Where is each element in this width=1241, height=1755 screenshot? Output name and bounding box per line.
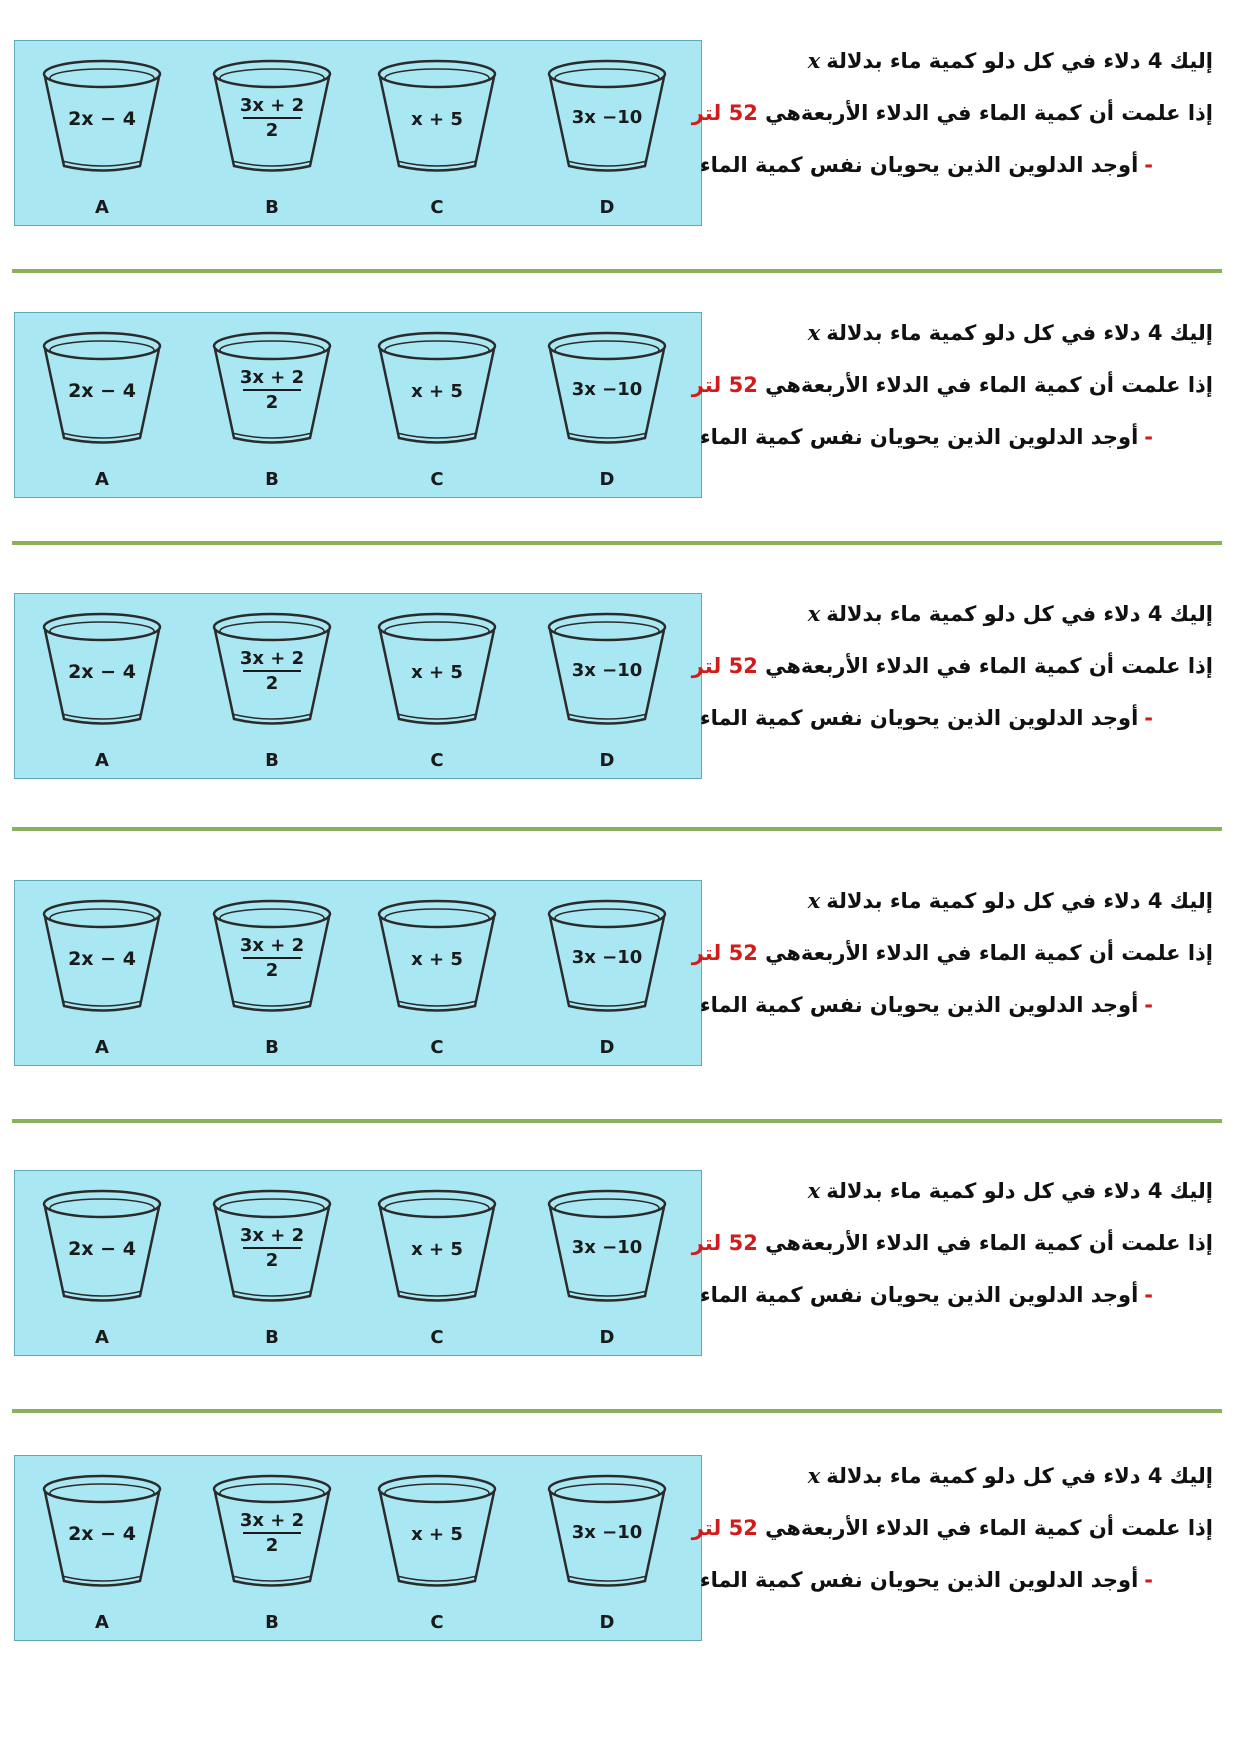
- bucket-b-denominator: 2: [265, 1535, 279, 1556]
- question-line-3: [693, 992, 1213, 1018]
- buckets-illustration: [15, 594, 703, 780]
- bucket-a: [44, 1476, 160, 1633]
- bucket-d-label: D: [599, 1327, 615, 1348]
- condition-text: إذا علمت أن كمية الماء في الدلاء الأربعةهي: [765, 1231, 1213, 1255]
- total-value: 52: [728, 1516, 758, 1540]
- bucket-d: [549, 333, 665, 490]
- bucket-c-label: C: [430, 750, 444, 771]
- question-line-1: [693, 601, 1213, 627]
- bullet-dash: -: [1144, 425, 1153, 449]
- question-line-1: [693, 48, 1213, 74]
- condition-text: إذا علمت أن كمية الماء في الدلاء الأربعةهي: [765, 1516, 1213, 1540]
- bucket-d: [549, 614, 665, 771]
- intro-text: إليك 4 دلاء في كل دلو كمية ماء بدلالة: [826, 49, 1213, 73]
- bucket-b: [214, 61, 330, 218]
- exercise-card: [0, 593, 1241, 793]
- question-text: [693, 888, 1213, 1044]
- question-text: [693, 601, 1213, 757]
- section-divider: [12, 269, 1222, 273]
- question-line-3: [693, 152, 1213, 178]
- total-unit: لتر: [691, 654, 722, 678]
- bucket-d: [549, 1191, 665, 1348]
- bucket-b-denominator: 2: [265, 960, 279, 981]
- question-text: [693, 48, 1213, 204]
- bucket-b-numerator: 3x + 2: [239, 648, 305, 669]
- bucket-d: [549, 61, 665, 218]
- bucket-b-numerator: 3x + 2: [239, 367, 305, 388]
- buckets-panel: [14, 593, 702, 779]
- bucket-c-expr: x + 5: [411, 109, 463, 130]
- section-divider: [12, 1409, 1222, 1413]
- bucket-b-label: B: [265, 469, 279, 490]
- total-unit: لتر: [691, 101, 722, 125]
- condition-text: إذا علمت أن كمية الماء في الدلاء الأربعةهي: [765, 101, 1213, 125]
- question-line-3: [693, 1567, 1213, 1593]
- bucket-c: [379, 61, 495, 218]
- bucket-c-expr: x + 5: [411, 381, 463, 402]
- bucket-d-label: D: [599, 469, 615, 490]
- bullet-dash: -: [1144, 993, 1153, 1017]
- bucket-d-expr: 3x −10: [571, 1522, 643, 1543]
- variable-x: x: [807, 1463, 821, 1488]
- task-text: أوجد الدلوين الذين يحويان نفس كمية الماء: [699, 153, 1139, 177]
- bucket-a-label: A: [95, 1612, 109, 1633]
- intro-text: إليك 4 دلاء في كل دلو كمية ماء بدلالة: [826, 1179, 1213, 1203]
- buckets-illustration: [15, 1171, 703, 1357]
- condition-text: إذا علمت أن كمية الماء في الدلاء الأربعةهي: [765, 941, 1213, 965]
- section-divider: [12, 1119, 1222, 1123]
- bucket-a: [44, 614, 160, 771]
- bucket-b: [214, 1191, 330, 1348]
- bucket-b-numerator: 3x + 2: [239, 1225, 305, 1246]
- bucket-b-numerator: 3x + 2: [239, 1510, 305, 1531]
- intro-text: إليك 4 دلاء في كل دلو كمية ماء بدلالة: [826, 889, 1213, 913]
- bucket-c-expr: x + 5: [411, 662, 463, 683]
- question-line-3: [693, 424, 1213, 450]
- total-value: 52: [728, 1231, 758, 1255]
- bucket-a-expr: 2x − 4: [68, 108, 136, 130]
- bucket-b: [214, 1476, 330, 1633]
- bucket-a-expr: 2x − 4: [68, 1238, 136, 1260]
- bucket-b: [214, 614, 330, 771]
- question-line-2: [693, 100, 1213, 126]
- bucket-d-label: D: [599, 750, 615, 771]
- buckets-panel: [14, 40, 702, 226]
- bucket-d-expr: 3x −10: [571, 1237, 643, 1258]
- task-text: أوجد الدلوين الذين يحويان نفس كمية الماء: [699, 1283, 1139, 1307]
- bucket-a-label: A: [95, 750, 109, 771]
- task-text: أوجد الدلوين الذين يحويان نفس كمية الماء: [699, 1568, 1139, 1592]
- intro-text: إليك 4 دلاء في كل دلو كمية ماء بدلالة: [826, 1464, 1213, 1488]
- bucket-a: [44, 901, 160, 1058]
- buckets-illustration: [15, 1456, 703, 1642]
- bucket-d: [549, 901, 665, 1058]
- bucket-b-denominator: 2: [265, 120, 279, 141]
- total-unit: لتر: [691, 941, 722, 965]
- buckets-panel: [14, 880, 702, 1066]
- total-unit: لتر: [691, 373, 722, 397]
- bucket-a-expr: 2x − 4: [68, 948, 136, 970]
- variable-x: x: [807, 888, 821, 913]
- bucket-a-expr: 2x − 4: [68, 380, 136, 402]
- bucket-a: [44, 1191, 160, 1348]
- question-line-2: [693, 1230, 1213, 1256]
- variable-x: x: [807, 320, 821, 345]
- buckets-panel: [14, 1170, 702, 1356]
- exercise-card: [0, 1170, 1241, 1370]
- bucket-b-label: B: [265, 750, 279, 771]
- task-text: أوجد الدلوين الذين يحويان نفس كمية الماء: [699, 425, 1139, 449]
- variable-x: x: [807, 601, 821, 626]
- bucket-a: [44, 61, 160, 218]
- bucket-a: [44, 333, 160, 490]
- bucket-d-label: D: [599, 1612, 615, 1633]
- question-line-2: [693, 653, 1213, 679]
- bucket-b: [214, 901, 330, 1058]
- question-line-1: [693, 1178, 1213, 1204]
- bucket-d-label: D: [599, 1037, 615, 1058]
- section-divider: [12, 541, 1222, 545]
- bucket-c: [379, 614, 495, 771]
- total-value: 52: [728, 101, 758, 125]
- question-text: [693, 1178, 1213, 1334]
- bucket-d-expr: 3x −10: [571, 379, 643, 400]
- question-line-1: [693, 1463, 1213, 1489]
- total-value: 52: [728, 941, 758, 965]
- bucket-a-expr: 2x − 4: [68, 661, 136, 683]
- bucket-b-label: B: [265, 197, 279, 218]
- bucket-b-label: B: [265, 1037, 279, 1058]
- bucket-b-denominator: 2: [265, 392, 279, 413]
- question-line-1: [693, 888, 1213, 914]
- variable-x: x: [807, 1178, 821, 1203]
- task-text: أوجد الدلوين الذين يحويان نفس كمية الماء: [699, 993, 1139, 1017]
- question-line-1: [693, 320, 1213, 346]
- bucket-d-expr: 3x −10: [571, 107, 643, 128]
- buckets-illustration: [15, 313, 703, 499]
- bucket-c: [379, 1191, 495, 1348]
- total-value: 52: [728, 654, 758, 678]
- question-line-3: [693, 1282, 1213, 1308]
- bucket-a-expr: 2x − 4: [68, 1523, 136, 1545]
- question-line-2: [693, 1515, 1213, 1541]
- task-text: أوجد الدلوين الذين يحويان نفس كمية الماء: [699, 706, 1139, 730]
- variable-x: x: [807, 48, 821, 73]
- bucket-c-label: C: [430, 197, 444, 218]
- bucket-d-label: D: [599, 197, 615, 218]
- question-line-2: [693, 940, 1213, 966]
- buckets-illustration: [15, 881, 703, 1067]
- bucket-c-label: C: [430, 1037, 444, 1058]
- bullet-dash: -: [1144, 1568, 1153, 1592]
- bullet-dash: -: [1144, 1283, 1153, 1307]
- bucket-b-label: B: [265, 1327, 279, 1348]
- bullet-dash: -: [1144, 706, 1153, 730]
- bucket-c: [379, 333, 495, 490]
- exercise-card: [0, 40, 1241, 240]
- question-text: [693, 1463, 1213, 1619]
- bucket-d: [549, 1476, 665, 1633]
- total-unit: لتر: [691, 1231, 722, 1255]
- exercise-card: [0, 880, 1241, 1080]
- bucket-a-label: A: [95, 1327, 109, 1348]
- buckets-illustration: [15, 41, 703, 227]
- bullet-dash: -: [1144, 153, 1153, 177]
- exercise-card: [0, 1455, 1241, 1655]
- total-value: 52: [728, 373, 758, 397]
- intro-text: إليك 4 دلاء في كل دلو كمية ماء بدلالة: [826, 602, 1213, 626]
- bucket-b-label: B: [265, 1612, 279, 1633]
- bucket-c-label: C: [430, 469, 444, 490]
- question-text: [693, 320, 1213, 476]
- bucket-d-expr: 3x −10: [571, 660, 643, 681]
- condition-text: إذا علمت أن كمية الماء في الدلاء الأربعةهي: [765, 654, 1213, 678]
- bucket-b-denominator: 2: [265, 673, 279, 694]
- bucket-c: [379, 1476, 495, 1633]
- bucket-c: [379, 901, 495, 1058]
- bucket-b-denominator: 2: [265, 1250, 279, 1271]
- bucket-d-expr: 3x −10: [571, 947, 643, 968]
- question-line-2: [693, 372, 1213, 398]
- question-line-3: [693, 705, 1213, 731]
- bucket-c-expr: x + 5: [411, 1239, 463, 1260]
- exercise-card: [0, 312, 1241, 512]
- bucket-c-label: C: [430, 1612, 444, 1633]
- buckets-panel: [14, 1455, 702, 1641]
- bucket-b-numerator: 3x + 2: [239, 95, 305, 116]
- bucket-c-expr: x + 5: [411, 1524, 463, 1545]
- bucket-c-expr: x + 5: [411, 949, 463, 970]
- bucket-c-label: C: [430, 1327, 444, 1348]
- bucket-b: [214, 333, 330, 490]
- bucket-b-numerator: 3x + 2: [239, 935, 305, 956]
- total-unit: لتر: [691, 1516, 722, 1540]
- buckets-panel: [14, 312, 702, 498]
- intro-text: إليك 4 دلاء في كل دلو كمية ماء بدلالة: [826, 321, 1213, 345]
- section-divider: [12, 827, 1222, 831]
- bucket-a-label: A: [95, 1037, 109, 1058]
- bucket-a-label: A: [95, 197, 109, 218]
- condition-text: إذا علمت أن كمية الماء في الدلاء الأربعةهي: [765, 373, 1213, 397]
- bucket-a-label: A: [95, 469, 109, 490]
